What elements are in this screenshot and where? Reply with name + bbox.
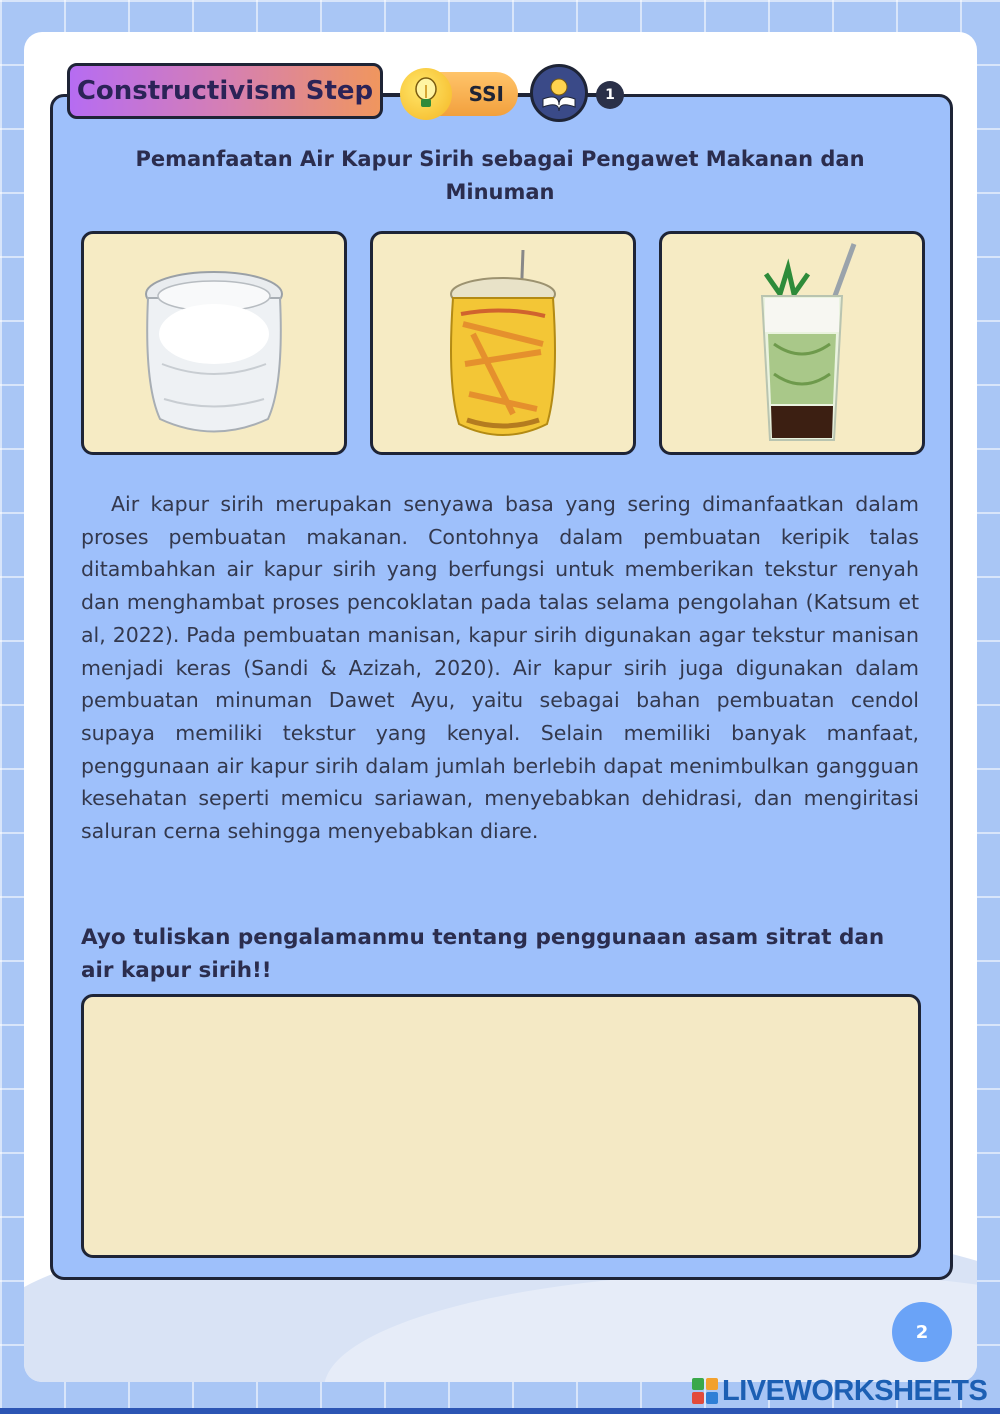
- ssi-badge: [400, 68, 518, 118]
- body-paragraph: Air kapur sirih merupakan senyawa basa yang sering dimanfaatkan dalam proses pembuatan makanan. Contohnya dalam pembuatan keripik talas ditambahkan air kapur sirih yang berfungsi untuk memberikan tekstur renyah dan menghambat proses pencoklatan pada talas selama pengolahan (Katsum et al, 2022). Pada pembuatan manisan, kapur sirih digunakan agar tekstur manisan menjadi keras (Sandi & Azizah, 2020). Air kapur sirih juga digunakan dalam pembuatan minuman Dawet Ayu, yaitu sebagai bahan pembuatan cendol supaya memiliki tekstur yang kenyal. Selain memiliki banyak manfaat, penggunaan air kapur sirih dalam jumlah berlebih dapat menimbulkan gangguan kesehatan seperti memicu sariawan, menyebabkan dehidrasi, dan mengiritasi saluran cerna sehingga menyebabkan diare.: [81, 492, 919, 844]
- lightbulb-icon: [400, 68, 452, 120]
- answer-textarea[interactable]: [81, 994, 921, 1258]
- photo-jar-of-fruit-preserves: [370, 231, 636, 455]
- brand-name: LIVEWORKSHEETS: [722, 1374, 988, 1407]
- drink-glass-icon: [662, 234, 922, 452]
- ssi-label: SSI: [430, 72, 518, 116]
- page-number: 2: [892, 1302, 952, 1362]
- preserves-jar-icon: [373, 234, 633, 452]
- jar-icon: [84, 234, 344, 452]
- photo-jar-of-limewater: [81, 231, 347, 455]
- book-lightbulb-icon: [530, 64, 588, 122]
- liveworksheets-logo-icon: [692, 1378, 718, 1404]
- bottom-bar: [0, 1408, 1000, 1414]
- lesson-number: 1: [596, 81, 624, 109]
- step-badge: Constructivism Step: [67, 63, 383, 119]
- page-title: Pemanfaatan Air Kapur Sirih sebagai Pengawet Makanan dan Minuman: [135, 147, 865, 204]
- photo-glass-of-dawet-drink: [659, 231, 925, 455]
- liveworksheets-logo[interactable]: [692, 1374, 992, 1408]
- writing-prompt: Ayo tuliskan pengalamanmu tentang penggunaan asam sitrat dan air kapur sirih!!: [81, 925, 885, 983]
